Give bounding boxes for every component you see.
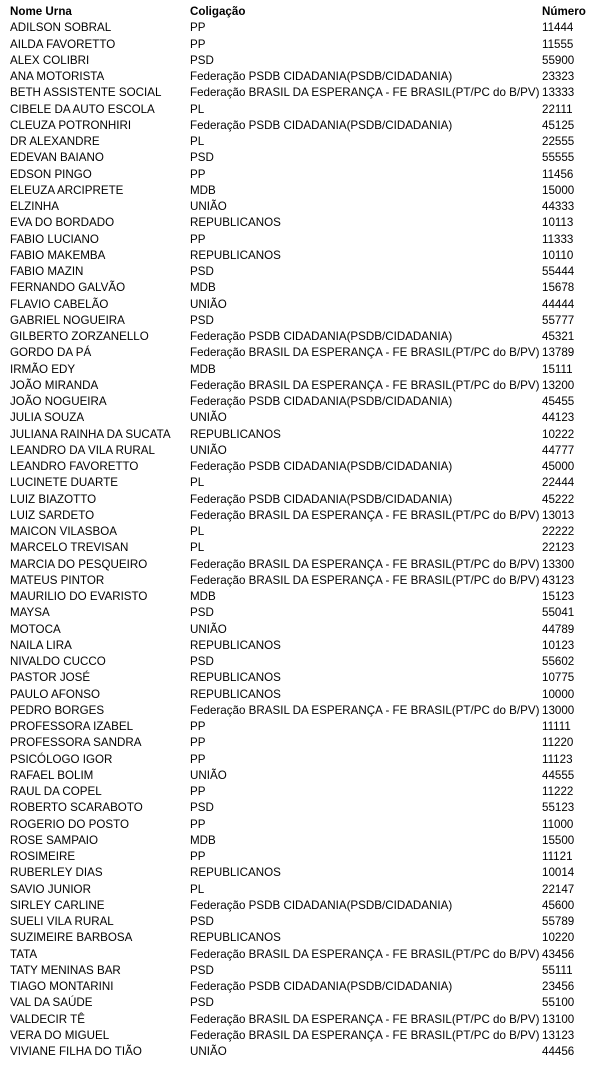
candidate-number-cell: 11111: [542, 720, 571, 734]
table-row: [10, 443, 594, 459]
coalition-cell: MDB: [190, 590, 216, 604]
candidate-number-cell: 10222: [542, 427, 575, 441]
candidate-name-cell: SIRLEY CARLINE: [10, 898, 105, 912]
candidate-name-cell: EVA DO BORDADO: [10, 216, 115, 230]
coalition-cell: PSD: [190, 655, 214, 669]
candidate-number-cell: 10775: [542, 671, 575, 685]
table-row: [10, 768, 594, 784]
coalition-cell: REPUBLICANOS: [190, 427, 281, 441]
coalition-cell: PSD: [190, 801, 214, 815]
candidate-name-cell: CLEUZA POTRONHIRI: [10, 118, 132, 132]
candidate-name-cell: TATA: [10, 947, 38, 961]
coalition-cell: Federação BRASIL DA ESPERANÇA - FE BRASIL(PT/PC do B/PV): [190, 378, 540, 392]
table-row: [10, 459, 594, 475]
table-row: [10, 817, 594, 833]
coalition-cell: PP: [190, 167, 206, 181]
candidate-number-cell: 44777: [542, 443, 575, 457]
candidate-name-cell: NAILA LIRA: [10, 638, 72, 652]
coalition-cell: Federação PSDB CIDADANIA(PSDB/CIDADANIA): [190, 460, 453, 474]
candidate-number-cell: 44555: [542, 768, 575, 782]
coalition-cell: Federação PSDB CIDADANIA(PSDB/CIDADANIA): [190, 898, 453, 912]
coalition-cell: Federação BRASIL DA ESPERANÇA - FE BRASIL(PT/PC do B/PV): [190, 1012, 540, 1026]
coalition-cell: UNIÃO: [190, 1045, 227, 1059]
candidate-number-cell: 55555: [542, 151, 575, 165]
table-row: [10, 995, 594, 1011]
table-row: [10, 800, 594, 816]
table-row: [10, 134, 594, 150]
coalition-cell: PP: [190, 21, 206, 35]
coalition-cell: PSD: [190, 53, 214, 67]
candidate-name-cell: JOÃO MIRANDA: [10, 378, 99, 392]
candidate-number-cell: 55900: [542, 53, 575, 67]
table-row: [10, 540, 594, 556]
coalition-cell: PL: [190, 135, 205, 149]
candidate-number-cell: 55111: [542, 963, 573, 977]
table-row: [10, 752, 594, 768]
candidate-number-cell: 55100: [542, 996, 575, 1010]
coalition-cell: REPUBLICANOS: [190, 866, 281, 880]
coalition-cell: PL: [190, 476, 205, 490]
candidate-name-cell: VERA DO MIGUEL: [10, 1028, 110, 1042]
coalition-cell: UNIÃO: [190, 411, 227, 425]
candidate-name-cell: LUIZ SARDETO: [10, 508, 95, 522]
candidate-name-cell: ELEUZA ARCIPRETE: [10, 183, 124, 197]
candidate-number-cell: 22111: [542, 102, 573, 116]
table-row: [10, 20, 594, 36]
candidate-name-cell: MARCELO TREVISAN: [10, 541, 129, 555]
candidate-number-cell: 11220: [542, 736, 574, 750]
candidate-name-cell: JULIA SOUZA: [10, 411, 85, 425]
candidate-number-cell: 11123: [542, 752, 573, 766]
candidate-name-cell: DR ALEXANDRE: [10, 135, 100, 149]
table-row: [10, 345, 594, 361]
candidate-number-cell: 11000: [542, 817, 574, 831]
coalition-cell: UNIÃO: [190, 443, 227, 457]
table-row: [10, 622, 594, 638]
table-row: [10, 53, 594, 69]
table-body: [10, 20, 594, 1060]
table-row: [10, 719, 594, 735]
candidate-number-cell: 22123: [542, 541, 575, 555]
candidate-name-cell: GORDO DA PÁ: [10, 346, 92, 360]
table-row: [10, 427, 594, 443]
coalition-cell: Federação BRASIL DA ESPERANÇA - FE BRASIL(PT/PC do B/PV): [190, 346, 540, 360]
candidate-name-cell: IRMÃO EDY: [10, 362, 76, 376]
coalition-cell: Federação BRASIL DA ESPERANÇA - FE BRASIL(PT/PC do B/PV): [190, 86, 540, 100]
candidate-number-cell: 11555: [542, 37, 574, 51]
candidate-name-cell: ELZINHA: [10, 200, 59, 214]
candidate-name-cell: LEANDRO DA VILA RURAL: [10, 443, 155, 457]
candidate-name-cell: FABIO MAKEMBA: [10, 248, 106, 262]
coalition-cell: Federação BRASIL DA ESPERANÇA - FE BRASIL(PT/PC do B/PV): [190, 557, 540, 571]
candidate-name-cell: ALEX COLIBRI: [10, 53, 90, 67]
table-row: [10, 215, 594, 231]
coalition-cell: UNIÃO: [190, 200, 227, 214]
candidate-number-cell: 13000: [542, 703, 575, 717]
coalition-cell: REPUBLICANOS: [190, 216, 281, 230]
candidate-name-cell: JOÃO NOGUEIRA: [10, 395, 107, 409]
candidate-name-cell: GILBERTO ZORZANELLO: [10, 330, 149, 344]
coalition-cell: PP: [190, 37, 206, 51]
candidate-number-cell: 13123: [542, 1028, 575, 1042]
table-row: [10, 654, 594, 670]
candidate-name-cell: AILDA FAVORETTO: [10, 37, 116, 51]
candidate-name-cell: MATEUS PINTOR: [10, 573, 105, 587]
coalition-cell: PP: [190, 817, 206, 831]
candidate-number-cell: 13013: [542, 508, 575, 522]
candidate-number-cell: 55789: [542, 915, 575, 929]
candidate-number-cell: 22147: [542, 882, 575, 896]
candidate-name-cell: RUBERLEY DIAS: [10, 866, 103, 880]
coalition-cell: PSD: [190, 606, 214, 620]
coalition-cell: PP: [190, 720, 206, 734]
candidate-number-cell: 15000: [542, 183, 575, 197]
table-row: [10, 833, 594, 849]
candidate-number-cell: 55777: [542, 313, 575, 327]
coalition-cell: Federação BRASIL DA ESPERANÇA - FE BRASIL(PT/PC do B/PV): [190, 573, 540, 587]
candidate-name-cell: LUCINETE DUARTE: [10, 476, 119, 490]
coalition-cell: MDB: [190, 281, 216, 295]
candidate-name-cell: NIVALDO CUCCO: [10, 655, 106, 669]
table-row: [10, 378, 594, 394]
table-row: [10, 947, 594, 963]
candidate-number-cell: 15678: [542, 281, 575, 295]
candidate-name-cell: PROFESSORA IZABEL: [10, 720, 134, 734]
coalition-cell: PP: [190, 232, 206, 246]
candidate-number-cell: 15123: [542, 590, 575, 604]
table-row: [10, 638, 594, 654]
table-row: [10, 508, 594, 524]
candidate-number-cell: 44456: [542, 1045, 575, 1059]
candidate-number-cell: 10123: [542, 638, 575, 652]
coalition-cell: PSD: [190, 151, 214, 165]
table-row: [10, 1044, 594, 1060]
table-row: [10, 85, 594, 101]
table-row: [10, 524, 594, 540]
candidate-name-cell: ROBERTO SCARABOTO: [10, 801, 143, 815]
table-row: [10, 589, 594, 605]
candidate-number-cell: 55041: [542, 606, 575, 620]
candidate-number-cell: 22555: [542, 135, 575, 149]
candidate-name-cell: LEANDRO FAVORETTO: [10, 460, 139, 474]
table-row: [10, 150, 594, 166]
coalition-cell: REPUBLICANOS: [190, 931, 281, 945]
candidate-number-cell: 44444: [542, 297, 575, 311]
coalition-cell: Federação BRASIL DA ESPERANÇA - FE BRASIL(PT/PC do B/PV): [190, 703, 540, 717]
table-row: [10, 183, 594, 199]
table-row: [10, 849, 594, 865]
coalition-cell: Federação PSDB CIDADANIA(PSDB/CIDADANIA): [190, 492, 453, 506]
candidate-number-cell: 10014: [542, 866, 575, 880]
candidate-number-cell: 11444: [542, 21, 574, 35]
candidate-name-cell: EDEVAN BAIANO: [10, 151, 104, 165]
table-row: [10, 979, 594, 995]
candidate-name-cell: ROSE SAMPAIO: [10, 833, 99, 847]
coalition-cell: MDB: [190, 833, 216, 847]
coalition-cell: REPUBLICANOS: [190, 638, 281, 652]
candidate-number-cell: 10113: [542, 216, 574, 230]
candidate-number-cell: 45455: [542, 395, 575, 409]
column-header-number: Número: [542, 5, 586, 19]
candidate-name-cell: MAURILIO DO EVARISTO: [10, 590, 148, 604]
candidate-name-cell: SAVIO JUNIOR: [10, 882, 91, 896]
table-row: [10, 784, 594, 800]
column-header-name: Nome Urna: [10, 5, 72, 19]
candidate-number-cell: 22444: [542, 476, 575, 490]
candidate-number-cell: 44123: [542, 411, 575, 425]
table-row: [10, 69, 594, 85]
candidate-name-cell: MAYSA: [10, 606, 50, 620]
coalition-cell: PL: [190, 102, 205, 116]
table-row: [10, 703, 594, 719]
table-row: [10, 735, 594, 751]
candidate-number-cell: 13200: [542, 378, 575, 392]
candidate-number-cell: 15500: [542, 833, 575, 847]
coalition-cell: MDB: [190, 362, 216, 376]
candidate-name-cell: RAUL DA COPEL: [10, 785, 102, 799]
candidate-number-cell: 45222: [542, 492, 575, 506]
candidate-name-cell: PSICÓLOGO IGOR: [10, 752, 113, 766]
candidate-name-cell: SUELI VILA RURAL: [10, 915, 114, 929]
coalition-cell: PSD: [190, 996, 214, 1010]
coalition-cell: PP: [190, 752, 206, 766]
candidate-number-cell: 11333: [542, 232, 574, 246]
coalition-cell: PP: [190, 850, 206, 864]
candidate-number-cell: 13300: [542, 557, 575, 571]
table-row: [10, 670, 594, 686]
table-row: [10, 297, 594, 313]
table-row: [10, 475, 594, 491]
coalition-cell: REPUBLICANOS: [190, 671, 281, 685]
candidate-name-cell: VALDECIR TÊ: [10, 1012, 85, 1026]
candidate-name-cell: SUZIMEIRE BARBOSA: [10, 931, 133, 945]
candidate-name-cell: LUIZ BIAZOTTO: [10, 492, 97, 506]
table-row: [10, 37, 594, 53]
candidate-number-cell: 44789: [542, 622, 575, 636]
candidate-number-cell: 23323: [542, 70, 575, 84]
table-row: [10, 557, 594, 573]
candidate-name-cell: FABIO LUCIANO: [10, 232, 99, 246]
candidate-number-cell: 10220: [542, 931, 575, 945]
coalition-cell: Federação PSDB CIDADANIA(PSDB/CIDADANIA): [190, 330, 453, 344]
candidate-number-cell: 45321: [542, 330, 575, 344]
table-row: [10, 232, 594, 248]
candidate-name-cell: PROFESSORA SANDRA: [10, 736, 142, 750]
candidate-name-cell: PASTOR JOSÉ: [10, 671, 91, 685]
candidate-name-cell: VIVIANE FILHA DO TIÃO: [10, 1045, 142, 1059]
coalition-cell: UNIÃO: [190, 622, 227, 636]
coalition-cell: PP: [190, 785, 206, 799]
table-row: [10, 313, 594, 329]
candidate-name-cell: MARCIA DO PESQUEIRO: [10, 557, 148, 571]
table-row: [10, 687, 594, 703]
candidate-name-cell: PAULO AFONSO: [10, 687, 100, 701]
candidate-name-cell: ADILSON SOBRAL: [10, 21, 112, 35]
coalition-cell: PSD: [190, 265, 214, 279]
coalition-cell: Federação PSDB CIDADANIA(PSDB/CIDADANIA): [190, 70, 453, 84]
table-row: [10, 882, 594, 898]
candidate-number-cell: 13100: [542, 1012, 575, 1026]
table-row: [10, 394, 594, 410]
candidate-name-cell: ROSIMEIRE: [10, 850, 76, 864]
coalition-cell: Federação PSDB CIDADANIA(PSDB/CIDADANIA): [190, 118, 453, 132]
coalition-cell: Federação PSDB CIDADANIA(PSDB/CIDADANIA): [190, 980, 453, 994]
candidate-number-cell: 45000: [542, 460, 575, 474]
candidate-name-cell: MOTOCA: [10, 622, 61, 636]
candidate-number-cell: 22222: [542, 525, 575, 539]
candidate-number-cell: 13789: [542, 346, 575, 360]
candidate-number-cell: 23456: [542, 980, 575, 994]
candidate-number-cell: 44333: [542, 200, 575, 214]
candidate-number-cell: 13333: [542, 86, 575, 100]
candidate-name-cell: TIAGO MONTARINI: [10, 980, 114, 994]
candidate-number-cell: 43123: [542, 573, 575, 587]
coalition-cell: REPUBLICANOS: [190, 687, 281, 701]
coalition-cell: UNIÃO: [190, 768, 227, 782]
candidate-number-cell: 55444: [542, 265, 575, 279]
candidate-name-cell: GABRIEL NOGUEIRA: [10, 313, 125, 327]
table-row: [10, 118, 594, 134]
candidate-name-cell: FABIO MAZIN: [10, 265, 84, 279]
coalition-cell: PL: [190, 525, 205, 539]
table-header: [10, 4, 594, 20]
coalition-cell: Federação BRASIL DA ESPERANÇA - FE BRASIL(PT/PC do B/PV): [190, 1028, 540, 1042]
candidate-name-cell: CIBELE DA AUTO ESCOLA: [10, 102, 155, 116]
table-row: [10, 898, 594, 914]
coalition-cell: Federação BRASIL DA ESPERANÇA - FE BRASIL(PT/PC do B/PV): [190, 947, 540, 961]
table-row: [10, 199, 594, 215]
candidate-name-cell: PEDRO BORGES: [10, 703, 105, 717]
candidate-number-cell: 43456: [542, 947, 575, 961]
coalition-cell: MDB: [190, 183, 216, 197]
candidate-name-cell: FLAVIO CABELÃO: [10, 297, 109, 311]
candidate-name-cell: ROGERIO DO POSTO: [10, 817, 129, 831]
candidate-name-cell: FERNANDO GALVÃO: [10, 281, 126, 295]
candidate-number-cell: 11222: [542, 785, 574, 799]
candidate-number-cell: 11456: [542, 167, 574, 181]
table-row: [10, 865, 594, 881]
coalition-cell: REPUBLICANOS: [190, 248, 281, 262]
table-row: [10, 492, 594, 508]
coalition-cell: UNIÃO: [190, 297, 227, 311]
candidate-name-cell: RAFAEL BOLIM: [10, 768, 94, 782]
candidate-name-cell: ANA MOTORISTA: [10, 70, 105, 84]
candidate-number-cell: 45125: [542, 118, 575, 132]
candidate-number-cell: 45600: [542, 898, 575, 912]
table-row: [10, 605, 594, 621]
coalition-cell: Federação BRASIL DA ESPERANÇA - FE BRASIL(PT/PC do B/PV): [190, 508, 540, 522]
table-row: [10, 264, 594, 280]
candidate-name-cell: BETH ASSISTENTE SOCIAL: [10, 86, 162, 100]
table-row: [10, 573, 594, 589]
table-row: [10, 963, 594, 979]
coalition-cell: PSD: [190, 963, 214, 977]
column-header-coalition: Coligação: [190, 5, 246, 19]
header-row: [10, 4, 594, 20]
candidate-number-cell: 55602: [542, 655, 575, 669]
table-row: [10, 102, 594, 118]
coalition-cell: PL: [190, 541, 205, 555]
table-row: [10, 280, 594, 296]
coalition-cell: PP: [190, 736, 206, 750]
table-row: [10, 1028, 594, 1044]
table-row: [10, 329, 594, 345]
candidate-name-cell: VAL DA SAÚDE: [10, 996, 93, 1010]
table-row: [10, 1012, 594, 1028]
coalition-cell: PSD: [190, 313, 214, 327]
table-row: [10, 914, 594, 930]
candidate-name-cell: EDSON PINGO: [10, 167, 92, 181]
candidate-number-cell: 55123: [542, 801, 575, 815]
candidate-number-cell: 10000: [542, 687, 575, 701]
candidate-number-cell: 10110: [542, 248, 574, 262]
table-row: [10, 362, 594, 378]
table-row: [10, 167, 594, 183]
candidate-number-cell: 11121: [542, 850, 573, 864]
table-row: [10, 410, 594, 426]
candidate-name-cell: TATY MENINAS BAR: [10, 963, 121, 977]
candidate-table: [10, 4, 594, 1060]
coalition-cell: PSD: [190, 915, 214, 929]
table-row: [10, 248, 594, 264]
candidate-name-cell: JULIANA RAINHA DA SUCATA: [10, 427, 171, 441]
table-row: [10, 930, 594, 946]
coalition-cell: PL: [190, 882, 205, 896]
coalition-cell: Federação PSDB CIDADANIA(PSDB/CIDADANIA): [190, 395, 453, 409]
candidate-name-cell: MAICON VILASBOA: [10, 525, 117, 539]
candidate-number-cell: 15111: [542, 362, 573, 376]
